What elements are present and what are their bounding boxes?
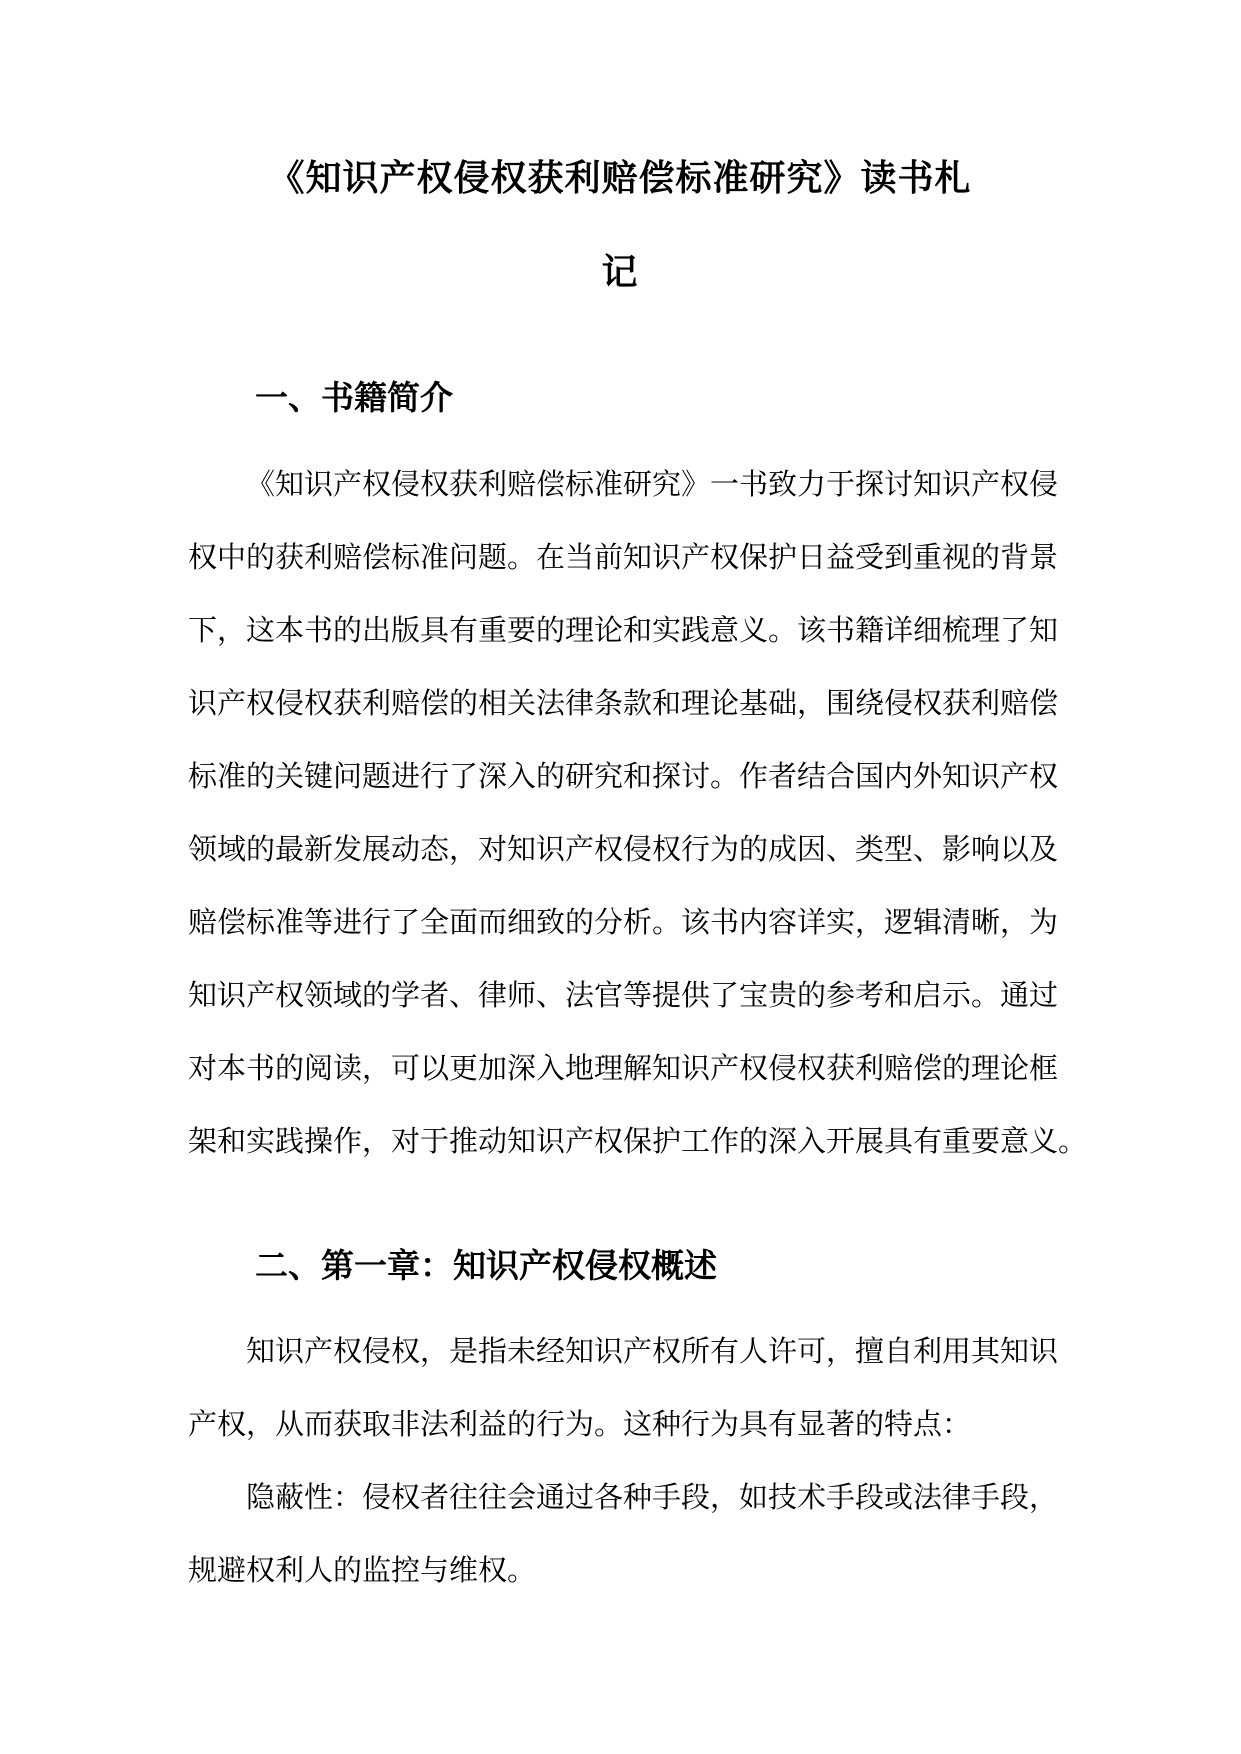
paragraph-line: 规避权利人的监控与维权。: [188, 1553, 537, 1587]
paragraph-line: 《知识产权侵权获利赔偿标准研究》一书致力于探讨知识产权侵: [246, 467, 1059, 501]
paragraph-line: 标准的关键问题进行了深入的研究和探讨。作者结合国内外知识产权: [188, 759, 1059, 793]
paragraph-line: 下，这本书的出版具有重要的理论和实践意义。该书籍详细梳理了知: [188, 613, 1059, 647]
paragraph-line: 赔偿标准等进行了全面而细致的分析。该书内容详实，逻辑清晰，为: [188, 905, 1059, 939]
document-title-line-2: 记: [601, 251, 639, 293]
paragraph-line: 知识产权领域的学者、律师、法官等提供了宝贵的参考和启示。通过: [188, 978, 1059, 1012]
paragraph-line: 领域的最新发展动态，对知识产权侵权行为的成因、类型、影响以及: [188, 832, 1059, 866]
paragraph-line: 权中的获利赔偿标准问题。在当前知识产权保护日益受到重视的背景: [188, 540, 1059, 574]
section-heading-chapter-one: 二、第一章：知识产权侵权概述: [255, 1246, 717, 1285]
paragraph-line: 架和实践操作，对于推动知识产权保护工作的深入开展具有重要意义。: [188, 1124, 1088, 1158]
paragraph-line: 隐蔽性：侵权者往往会通过各种手段，如技术手段或法律手段，: [246, 1480, 1059, 1514]
document-title-line-1: 《知识产权侵权获利赔偿标准研究》读书札: [268, 157, 972, 199]
paragraph-line: 知识产权侵权，是指未经知识产权所有人许可，擅自利用其知识: [246, 1334, 1059, 1368]
section-heading-intro: 一、书籍简介: [255, 378, 453, 417]
paragraph-line: 产权，从而获取非法利益的行为。这种行为具有显著的特点：: [188, 1407, 972, 1441]
paragraph-line: 对本书的阅读，可以更加深入地理解知识产权侵权获利赔偿的理论框: [188, 1051, 1059, 1085]
paragraph-line: 识产权侵权获利赔偿的相关法律条款和理论基础，围绕侵权获利赔偿: [188, 686, 1059, 720]
